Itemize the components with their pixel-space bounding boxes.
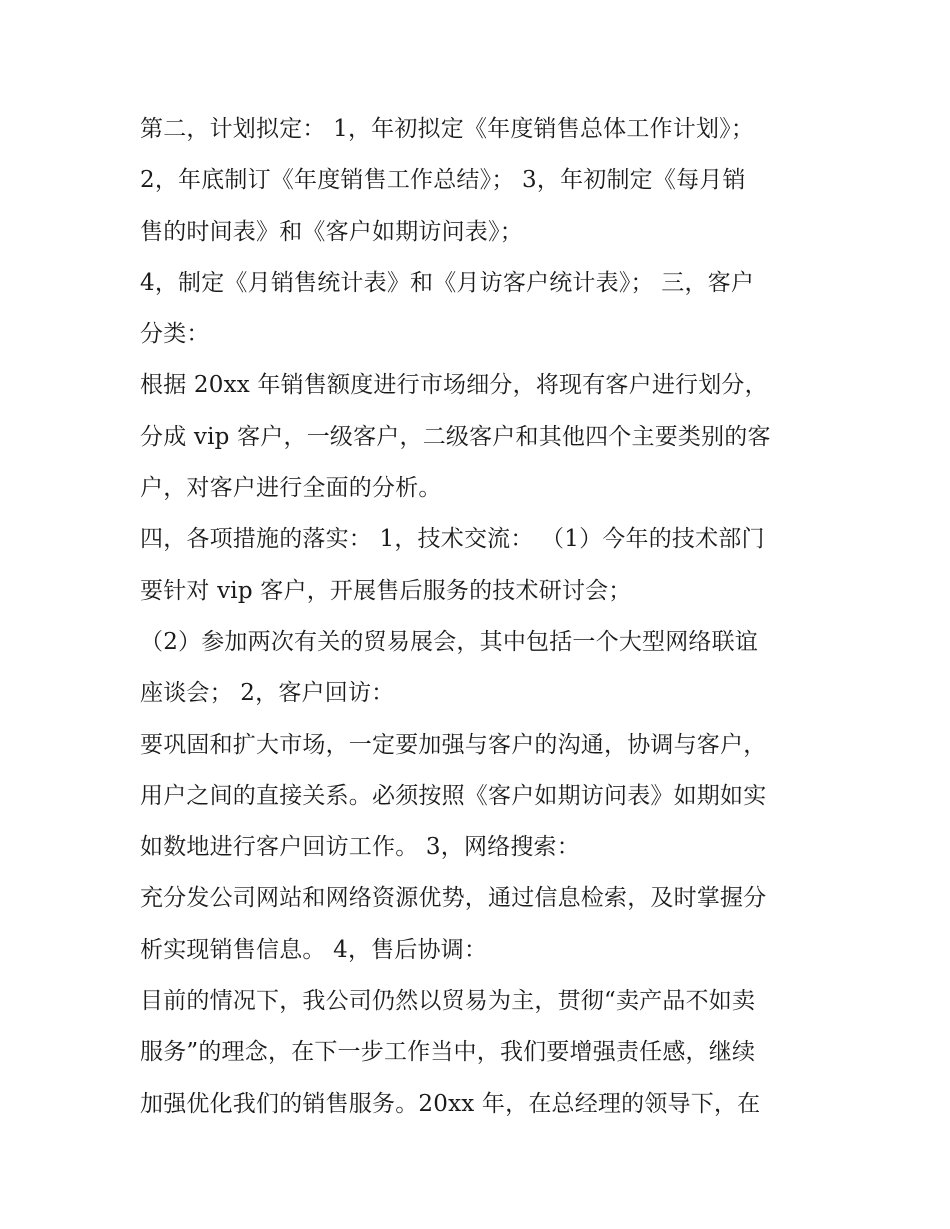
text-line: 加强优化我们的销售服务。20xx 年，在总经理的领导下，在 <box>140 1090 761 1117</box>
text-line: 第二，计划拟定： 1，年初拟定《年度销售总体工作计划》； <box>140 116 755 142</box>
text-line: 目前的情况下，我公司仍然以贸易为主，贯彻“卖产品不如卖 <box>140 988 756 1015</box>
text-line: 分类： <box>140 321 210 348</box>
text-line: 要针对 vip 客户，开展售后服务的技术研讨会； <box>140 577 632 604</box>
text-line: 根据 20xx 年销售额度进行市场细分，将现有客户进行划分， <box>140 372 768 399</box>
document-body <box>140 104 830 1130</box>
text-line: 充分发公司网站和网络资源优势，通过信息检索，及时掌握分 <box>140 885 767 912</box>
text-line: 服务”的理念，在下一步工作当中，我们要增强责任感，继续 <box>140 1039 756 1066</box>
text-line: 析实现销售信息。 4，售后协调： <box>140 936 488 963</box>
text-line: 四，各项措施的落实： 1，技术交流： （1）今年的技术部门 <box>140 526 765 553</box>
text-line: 2，年底制订《年度销售工作总结》； 3，年初制定《每月销 <box>140 167 746 194</box>
text-line: 用户之间的直接关系。必须按照《客户如期访问表》如期如实 <box>140 782 767 809</box>
text-line: 分成 vip 客户，一级客户，二级客户和其他四个主要类别的客 <box>140 423 771 450</box>
text-line: 座谈会； 2，客户回访： <box>140 680 395 707</box>
text-line: 要巩固和扩大市场，一定要加强与客户的沟通，协调与客户， <box>140 731 767 758</box>
text-line: 售的时间表》和《客户如期访问表》； <box>140 218 523 245</box>
text-line: 如数地进行客户回访工作。 3，网络搜索： <box>140 834 580 861</box>
text-line: 4，制定《月销售统计表》和《月访客户统计表》； 三，客户 <box>140 269 755 296</box>
text-line: 户，对客户进行全面的分析。 <box>140 475 442 502</box>
text-line: （2）参加两次有关的贸易展会，其中包括一个大型网络联谊 <box>140 628 759 655</box>
